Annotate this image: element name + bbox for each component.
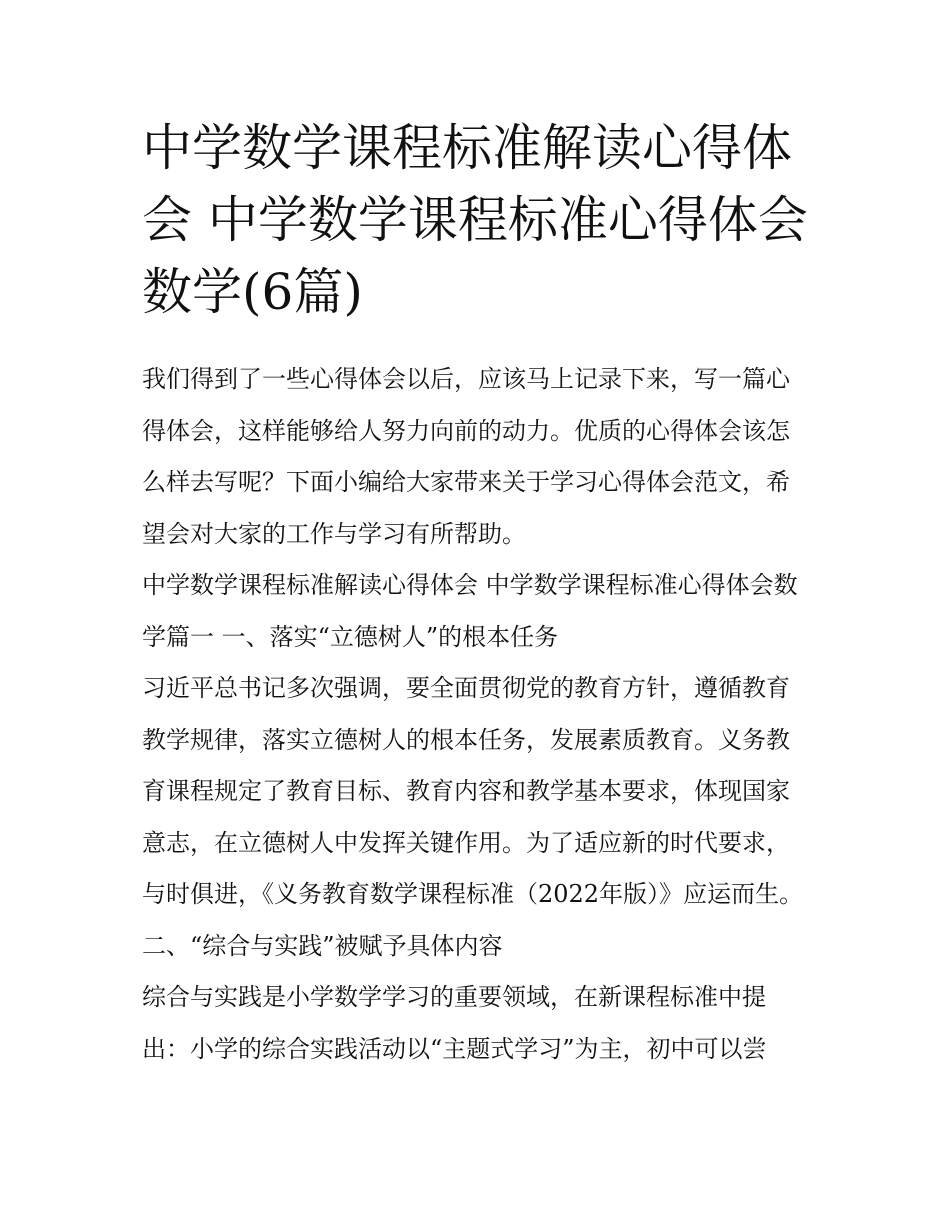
section-heading-2: 二、“综合与实践”被赋予具体内容 — [142, 931, 503, 960]
intro-paragraph: 我们得到了一些心得体会以后，应该马上记录下来，写一篇心得体会，这样能够给人努力向前的动力。优质的心得体会该怎么样去写呢？下面小编给大家带来关于学习心得体会范文，希望会对大家的工作与学习有所帮助。 — [142, 365, 790, 548]
body-paragraph-1: 习近平总书记多次强调，要全面贯彻党的教育方针，遵循教育教学规律，落实立德树人的根本任务，发展素质教育。义务教育课程规定了教育目标、教育内容和教学基本要求，体现国家意志，在立德树人中发挥关键作用。为了适应新的时代要求，与时俱进，《义务教育数学课程标准（2022年版）》应运而生。 — [142, 674, 804, 908]
document-page — [142, 112, 812, 1075]
body-paragraph-2: 综合与实践是小学数学学习的重要领域，在新课程标准中提出：小学的综合实践活动以“主题式学习”为主，初中可以尝 — [142, 983, 767, 1063]
document-title: 中学数学课程标准解读心得体会 中学数学课程标准心得体会数学(6篇) — [142, 119, 808, 321]
section-heading-1: 中学数学课程标准解读心得体会 中学数学课程标准心得体会数学篇一 一、落实“立德树人”的根本任务 — [142, 571, 798, 651]
